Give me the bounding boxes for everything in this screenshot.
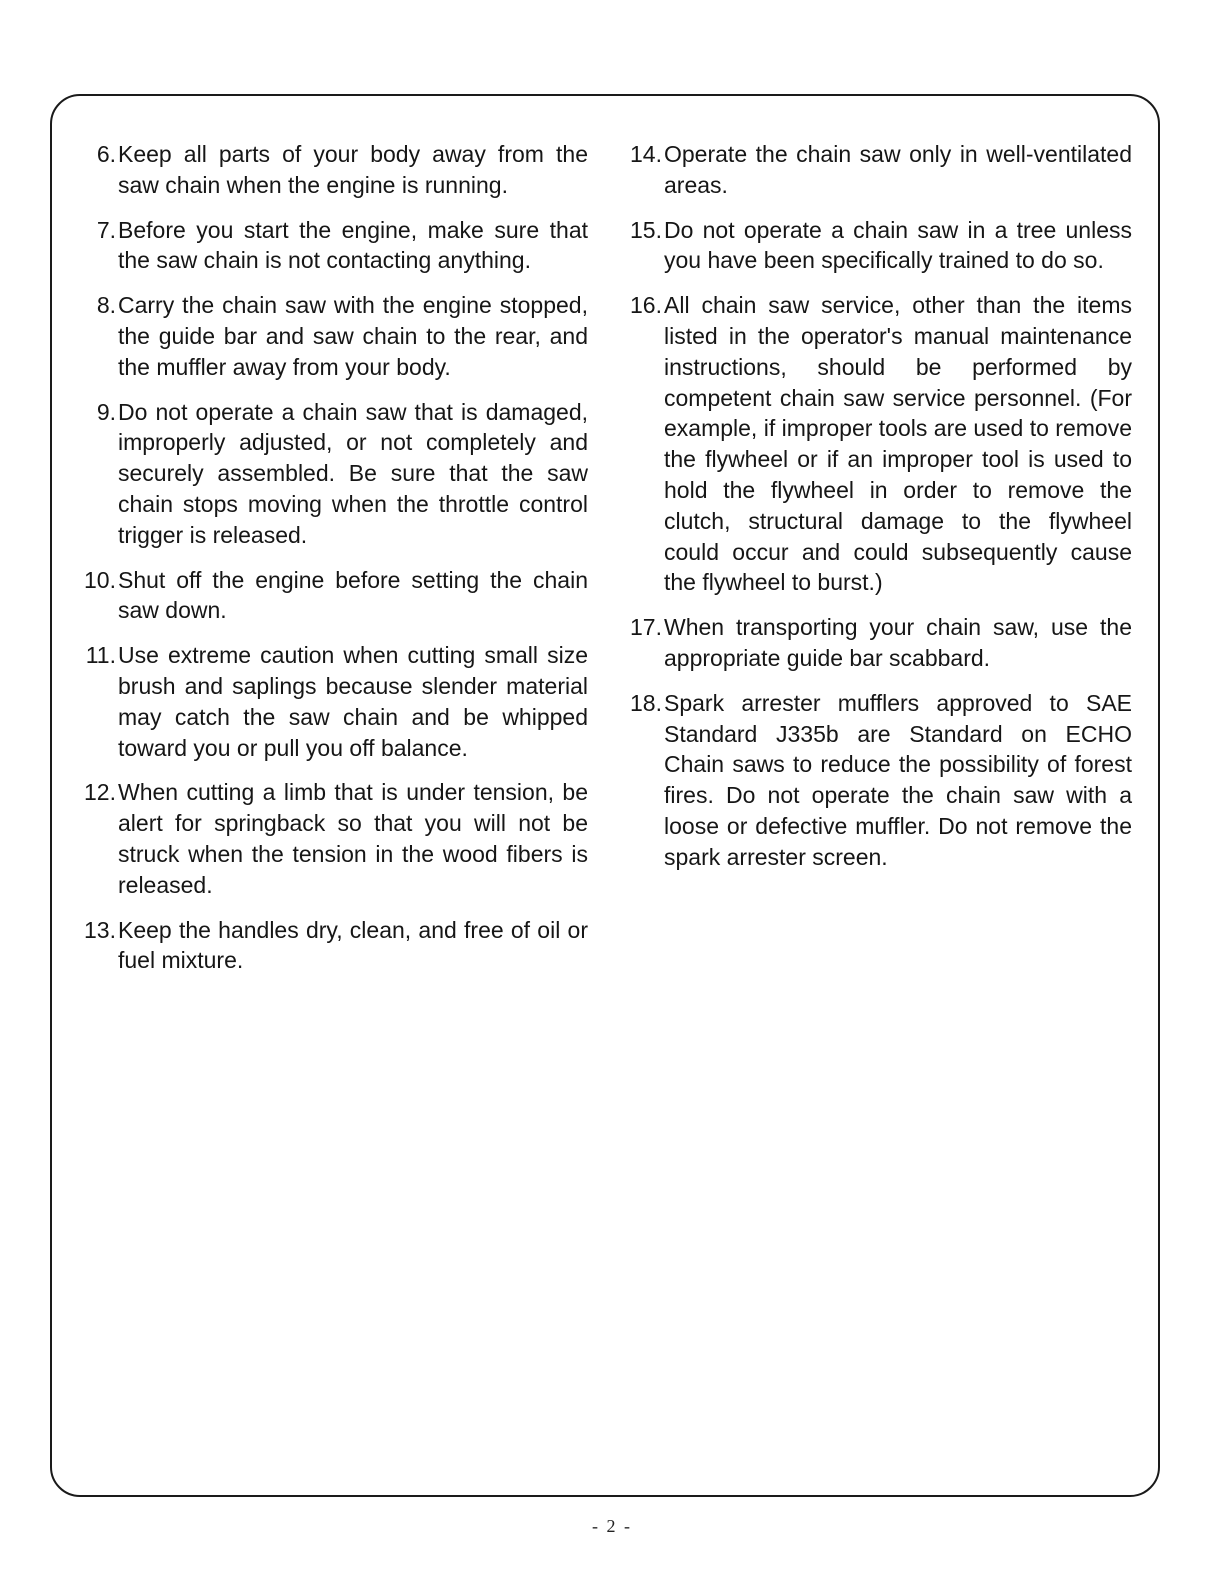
list-item: [72, 215, 588, 277]
list-item: [618, 688, 1132, 873]
item-number: 18.: [630, 689, 662, 716]
item-number: 8.: [96, 292, 116, 319]
item-number: 11.: [85, 642, 116, 669]
item-number: 7.: [96, 216, 116, 243]
list-item: [72, 139, 588, 201]
item-number: 12.: [84, 779, 116, 806]
list-item: [618, 215, 1132, 277]
list-item: [72, 290, 588, 382]
item-number: 16.: [630, 292, 662, 319]
item-text: Keep all parts of your body away from the saw chain when the engine is running.: [118, 141, 588, 198]
list-item: [72, 640, 588, 763]
list-item: [72, 565, 588, 627]
list-item: [618, 139, 1132, 201]
item-number: 14.: [630, 141, 662, 167]
list-item: [72, 777, 588, 900]
safety-list-right-column: [618, 139, 1132, 887]
item-text: When transporting your chain saw, use the appropriate guide bar scabbard.: [664, 614, 1132, 671]
item-text: Use extreme caution when cutting small size brush and saplings because slender material may catch the saw chain and be whipped toward you or pull you off balance.: [118, 642, 588, 761]
item-number: 17.: [630, 614, 662, 641]
item-number: 15.: [630, 216, 662, 243]
item-number: 6.: [96, 141, 116, 167]
item-text: Do not operate a chain saw that is damaged, improperly adjusted, or not completely and securely assembled. Be sure that the saw chain stops moving when the throttle control trigger is released.: [118, 398, 588, 548]
list-item: [72, 915, 588, 977]
item-text: Carry the chain saw with the engine stopped, the guide bar and saw chain to the rear, and the muffler away from your body.: [118, 292, 588, 380]
item-number: 10.: [84, 566, 116, 593]
item-text: Keep the handles dry, clean, and free of oil or fuel mixture.: [118, 916, 588, 974]
list-item: [72, 397, 588, 551]
item-text: Before you start the engine, make sure that the saw chain is not contacting anything.: [118, 216, 588, 274]
page-number: - 2 -: [592, 1516, 632, 1536]
item-text: Shut off the engine before setting the chain saw down.: [118, 566, 588, 624]
list-item: [618, 612, 1132, 674]
item-text: Do not operate a chain saw in a tree unless you have been specifically trained to do so.: [664, 216, 1132, 274]
item-number: 13.: [84, 916, 116, 943]
item-text: All chain saw service, other than the items listed in the operator's manual maintenance instructions, should be performed by competent chain saw service personnel. (For example, if improper tools are used to remove the flywheel or if an improper tool is used to hold the flywheel in order to remove the clutch, structural damage to the flywheel could occur and could subsequently cause the flywheel to burst.): [664, 292, 1132, 596]
item-text: When cutting a limb that is under tension, be alert for springback so that you will not be struck when the tension in the wood fibers is released.: [118, 779, 588, 898]
item-text: Operate the chain saw only in well-ventilated areas.: [664, 141, 1132, 198]
safety-list-left-column: [72, 139, 588, 990]
item-number: 9.: [96, 398, 116, 425]
list-item: [618, 290, 1132, 598]
item-text: Spark arrester mufflers approved to SAE Standard J335b are Standard on ECHO Chain saws to reduce the possibility of forest fires. Do not operate the chain saw with a loose or defective muffler. Do not remove the spark arrester screen.: [664, 689, 1132, 870]
